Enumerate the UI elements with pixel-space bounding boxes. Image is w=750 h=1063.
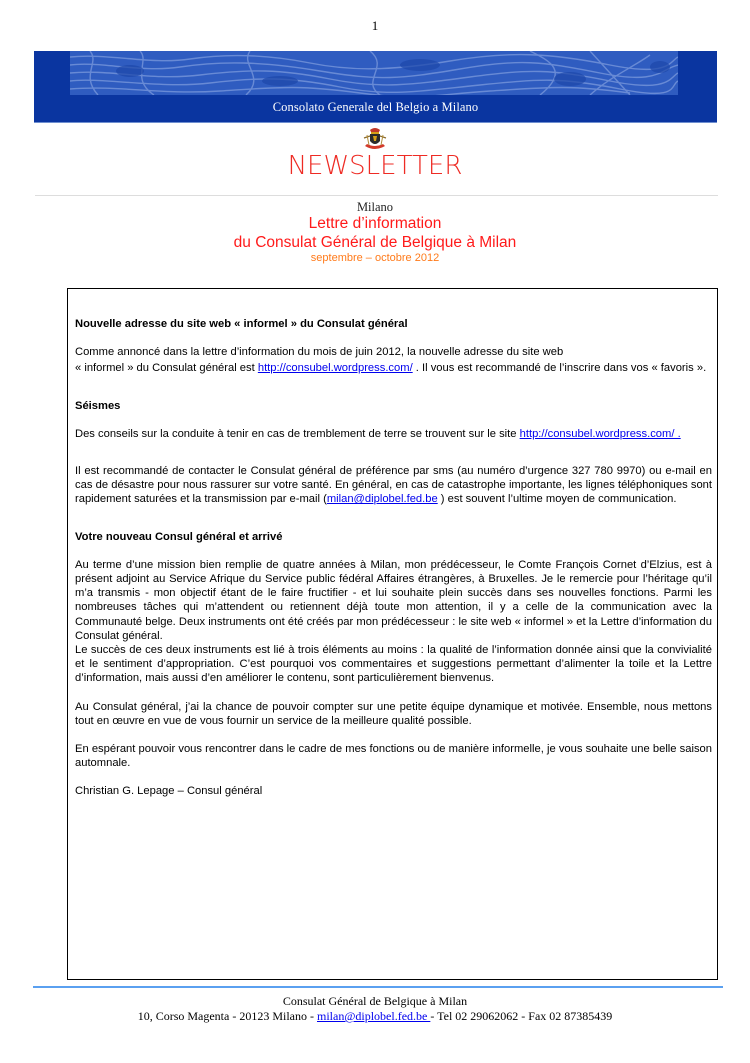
earthquake-website-link[interactable]: http://consubel.wordpress.com/ . (519, 427, 681, 440)
masthead-city: Milano (356, 200, 394, 214)
section-new-consul-paragraph2: Le succès de ces deux instruments est lié à trois éléments au moins : la qualité de l’information donnée ainsi que la convivialité et le sentiment d’appropriation. C’est pourquoi vos commentaires et suggestions permettant d’alimenter la toile et la Lettre d’information, mais aussi d’en améliorer le contenu, sont particulièrement bienvenus. (75, 644, 712, 685)
header-separator (35, 195, 718, 196)
banner-title: Consolato Generale del Belgio a Milano (272, 100, 479, 114)
section-website-paragraph (75, 361, 712, 375)
footer-separator (33, 986, 723, 988)
website-link[interactable]: http://consubel.wordpress.com/ (257, 362, 413, 375)
section-earthquakes-p2-after: ) est souvent l’ultime moyen de communication. (437, 493, 677, 506)
footer-email-link[interactable]: milan@diplobel.fed.be (317, 1009, 431, 1023)
section-new-consul-paragraph1: Au terme d’une mission bien remplie de quatre années à Milan, mon prédécesseur, le Comte François Cornet d’Elzius, est à présent adjoint au Service Afrique du Service public fédéral Affaires étrangères, à Bruxelles. Je le remercie pour l’héritage qu’il m’a transmis - mon objectif étant de le faire fructifier - et lui souhaite plein succès dans ses nouvelles fonctions. Parmi les nombreuses tâches qui m’attendent ou retiennent déjà toute mon attention, il y a celle de la communication avec la Communauté belge. Deux instruments ont été créés par mon prédécesseur : le site web « informel » et la Lettre d’information du Consulat général. (75, 558, 712, 642)
section-earthquakes-p2-before: Il est recommandé de contacter le Consulat général de préférence par sms (au numéro d’urgence 327 780 9970) ou e-mail en cas de désastre pour nous rassurer sur votre santé. En général, en cas de catastrophe importante, les lignes téléphoniques sont rapidement saturées et la transmission par e-mail ( (75, 465, 712, 506)
footer (0, 994, 750, 1024)
section-new-consul-paragraph4: En espérant pouvoir vous rencontrer dans le cadre de mes fonctions ou de manière informelle, je vous souhaite une belle saison automnale. (75, 743, 712, 770)
content-box (67, 288, 718, 980)
section-earthquakes-paragraph1 (75, 427, 712, 441)
header-banner (34, 51, 717, 123)
section-website-line1: Comme annoncé dans la lettre d’information du mois de juin 2012, la nouvelle adresse du site web (75, 346, 564, 359)
section-earthquakes-text: Des conseils sur la conduite à tenir en cas de tremblement de terre se trouvent sur le site (75, 427, 520, 440)
footer-phone-fax: - Tel 02 29062062 - Fax 02 87385439 (430, 1009, 613, 1023)
section-heading-website: Nouvelle adresse du site web « informel » du Consulat général (75, 318, 408, 330)
belgian-coat-of-arms-icon (361, 126, 389, 152)
section-new-consul-paragraph3: Au Consulat général, j’ai la chance de pouvoir compter sur une petite équipe dynamique et motivée. Ensemble, nous mettons tout en œuvre en vue de vous fournir un service de la meilleure qualité possible. (75, 700, 712, 727)
section-heading-earthquakes: Séismes (75, 399, 121, 412)
newsletter-logo: NEWSLETTER (287, 151, 463, 181)
masthead-title-line1: Lettre d’information (308, 215, 442, 232)
section-heading-new-consul: Votre nouveau Consul général et arrivé (75, 530, 283, 543)
marble-texture-image (70, 51, 678, 95)
page-number: 1 (371, 18, 379, 33)
footer-contact-line (0, 1009, 750, 1024)
section-website-text-before: « informel » du Consulat général est (75, 362, 258, 375)
masthead (0, 201, 750, 264)
section-earthquakes-paragraph2 (75, 464, 712, 507)
footer-address: 10, Corso Magenta - 20123 Milano - (137, 1009, 317, 1023)
consulate-email-link[interactable]: milan@diplobel.fed.be (326, 493, 438, 506)
masthead-period: septembre – octobre 2012 (310, 252, 440, 264)
masthead-title-line2: du Consulat Général de Belgique à Milan (233, 234, 517, 251)
footer-consulate-name: Consulat Général de Belgique à Milan (282, 994, 468, 1008)
signature: Christian G. Lepage – Consul général (75, 785, 263, 798)
section-website-text-after: . Il vous est recommandé de l’inscrire dans vos « favoris ». (412, 362, 707, 375)
